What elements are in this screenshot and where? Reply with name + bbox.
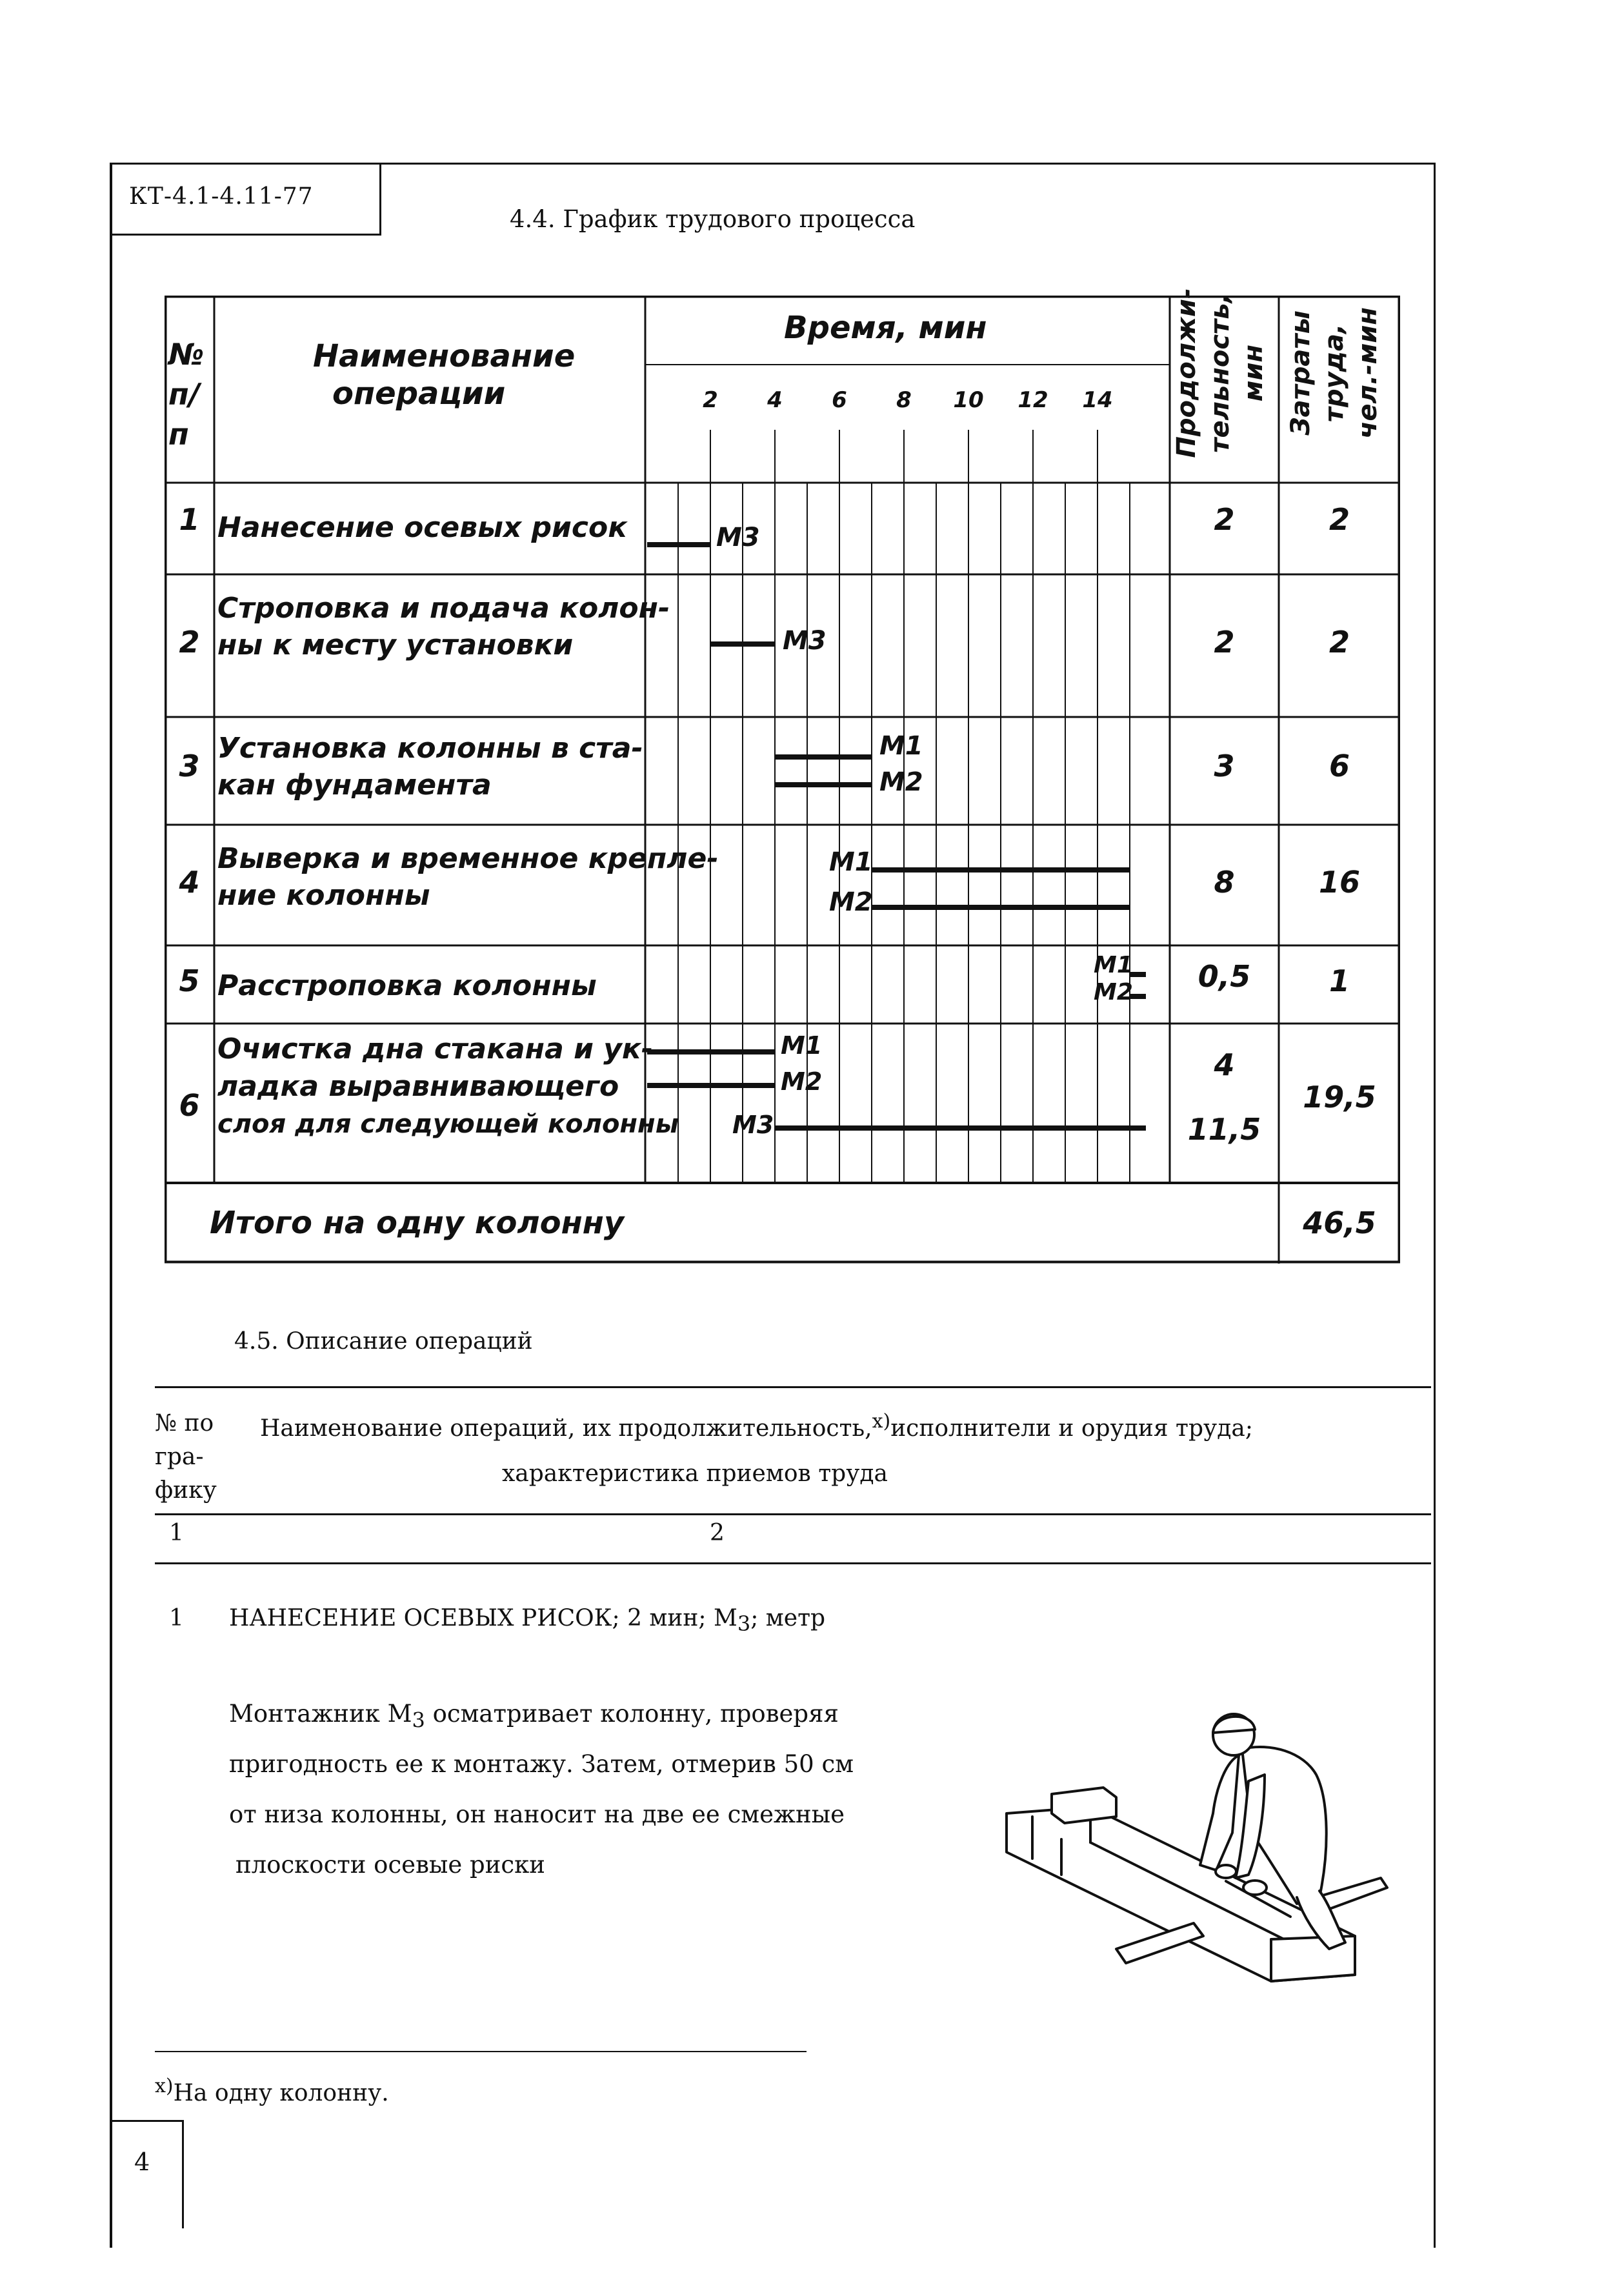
ops-col1-number: 1 xyxy=(169,1520,184,1546)
row2-duration: 2 xyxy=(1214,625,1235,660)
page-number: 4 xyxy=(134,2148,150,2176)
operation1-title-text: НАНЕСЕНИЕ ОСЕВЫХ РИСОК; 2 мин; М xyxy=(229,1605,737,1631)
row6-duration-2: 11,5 xyxy=(1187,1112,1261,1147)
row6-labor: 19,5 xyxy=(1303,1080,1376,1115)
operation1-title-sub: 3 xyxy=(737,1611,751,1637)
ops-col2-number: 2 xyxy=(710,1520,725,1546)
time-tick-6: 6 xyxy=(832,387,847,413)
ops-header-col2-a: Наименование операций, их продолжительность, xyxy=(260,1415,872,1442)
page-number-box xyxy=(110,2120,184,2228)
header-name-2: операции xyxy=(332,376,506,412)
ops-header-col2-b: исполнители и орудия труда; xyxy=(890,1415,1253,1442)
footnote-rule xyxy=(155,2051,807,2052)
row6-bar-label-m3: М3 xyxy=(732,1111,774,1139)
time-tick-2: 2 xyxy=(703,387,718,413)
ops-header-col1-line1: № по xyxy=(155,1410,214,1437)
time-tick-14: 14 xyxy=(1082,387,1113,413)
header-time: Время, мин xyxy=(784,310,987,346)
ops-header-col2-line1 xyxy=(260,1410,1253,1442)
section-title-schedule: 4.4. График трудового процесса xyxy=(510,205,916,233)
row5-bar-label-m1: М1 xyxy=(1094,952,1133,978)
row1-bar-label-m3: М3 xyxy=(716,523,760,552)
row4-labor: 16 xyxy=(1318,865,1360,900)
footnote xyxy=(155,2075,389,2106)
time-tick-8: 8 xyxy=(896,387,912,413)
operation1-desc-line3: от низа колонны, он наносит на две ее смежные xyxy=(229,1801,845,1828)
row6-name-line3: слоя для следующей колонны xyxy=(217,1109,679,1139)
operation1-desc-line4: плоскости осевые риски xyxy=(236,1851,545,1879)
row1-duration: 2 xyxy=(1214,502,1235,537)
row5-bar-label-m2: М2 xyxy=(1094,979,1133,1005)
row5-duration: 0,5 xyxy=(1198,959,1251,994)
row2-num: 2 xyxy=(179,625,200,660)
ops-header-col1-line3: фику xyxy=(155,1477,217,1504)
row6-name-line2: ладка выравнивающего xyxy=(217,1070,619,1103)
row3-num: 3 xyxy=(179,749,200,783)
row2-labor: 2 xyxy=(1328,625,1350,660)
row4-duration: 8 xyxy=(1214,865,1235,900)
row6-bar-label-m2: М2 xyxy=(781,1067,823,1096)
row4-bar-label-m2: М2 xyxy=(829,887,873,917)
row1-name: Нанесение осевых рисок xyxy=(217,511,628,544)
row6-num: 6 xyxy=(179,1088,200,1123)
row6-name-line1: Очистка дна стакана и ук- xyxy=(217,1033,654,1065)
row5-labor: 1 xyxy=(1328,963,1350,998)
row3-bar-label-m2: М2 xyxy=(879,767,923,797)
operation1-desc-a: Монтажник М xyxy=(229,1700,412,1728)
row4-bar-label-m1: М1 xyxy=(829,847,873,877)
row1-num: 1 xyxy=(179,502,200,537)
document-code: КТ-4.1-4.11-77 xyxy=(129,183,314,210)
operation1-number: 1 xyxy=(169,1605,184,1631)
row3-duration: 3 xyxy=(1214,749,1235,783)
header-num: № п/п xyxy=(168,337,205,452)
ops-header-bottom-rule xyxy=(155,1562,1431,1564)
ops-header-col2-line2: характеристика приемов труда xyxy=(502,1460,888,1487)
worker-marking-column-illustration xyxy=(994,1704,1394,2007)
ops-header-top-rule xyxy=(155,1386,1431,1388)
operation1-desc-sub: 3 xyxy=(412,1708,425,1733)
operation1-title xyxy=(229,1605,825,1636)
row4-name-line1: Выверка и временное крепле- xyxy=(217,842,719,875)
row4-num: 4 xyxy=(179,865,200,900)
row5-name: Расстроповка колонны xyxy=(217,969,597,1002)
row3-labor: 6 xyxy=(1328,749,1350,783)
schedule-table xyxy=(165,288,1400,1264)
header-labor: Затраты труда, чел.-мин xyxy=(1286,307,1383,439)
footnote-mark: x) xyxy=(155,2075,174,2097)
operation1-title-tail: ; метр xyxy=(750,1605,826,1631)
row3-name-line2: кан фундамента xyxy=(217,769,492,802)
total-label: Итого на одну колонну xyxy=(210,1205,625,1241)
time-tick-4: 4 xyxy=(767,387,783,413)
section-title-operations: 4.5. Описание операций xyxy=(234,1328,533,1355)
ops-header-col1-line2: гра- xyxy=(155,1444,204,1470)
row1-labor: 2 xyxy=(1328,502,1350,537)
row2-name-line2: ны к месту установки xyxy=(217,629,574,661)
row5-num: 5 xyxy=(179,963,200,998)
ops-header-footnote-mark: x) xyxy=(872,1410,891,1433)
time-tick-12: 12 xyxy=(1018,387,1048,413)
row6-bar-label-m1: М1 xyxy=(781,1031,823,1060)
row6-duration-1: 4 xyxy=(1214,1047,1235,1082)
row2-bar-label-m3: М3 xyxy=(783,626,827,656)
total-value: 46,5 xyxy=(1303,1206,1376,1240)
row3-name-line1: Установка колонны в ста- xyxy=(217,732,643,765)
ops-header-mid-rule xyxy=(155,1513,1431,1515)
row2-name-line1: Строповка и подача колон- xyxy=(217,592,670,625)
document-code-box xyxy=(110,163,381,236)
row4-name-line2: ние колонны xyxy=(217,879,430,912)
header-duration: Продолжи- тельность, мин xyxy=(1172,288,1268,458)
header-name-1: Наименование xyxy=(313,338,576,374)
operation1-desc-line1 xyxy=(229,1689,839,1745)
footnote-text: На одну колонну. xyxy=(173,2080,389,2106)
time-tick-10: 10 xyxy=(953,387,984,413)
row3-bar-label-m1: М1 xyxy=(879,731,923,761)
operation1-desc-b: осматривает колонну, проверяя xyxy=(425,1700,839,1728)
operation1-desc-line2: пригодность ее к монтажу. Затем, отмерив 50 см xyxy=(229,1750,854,1778)
